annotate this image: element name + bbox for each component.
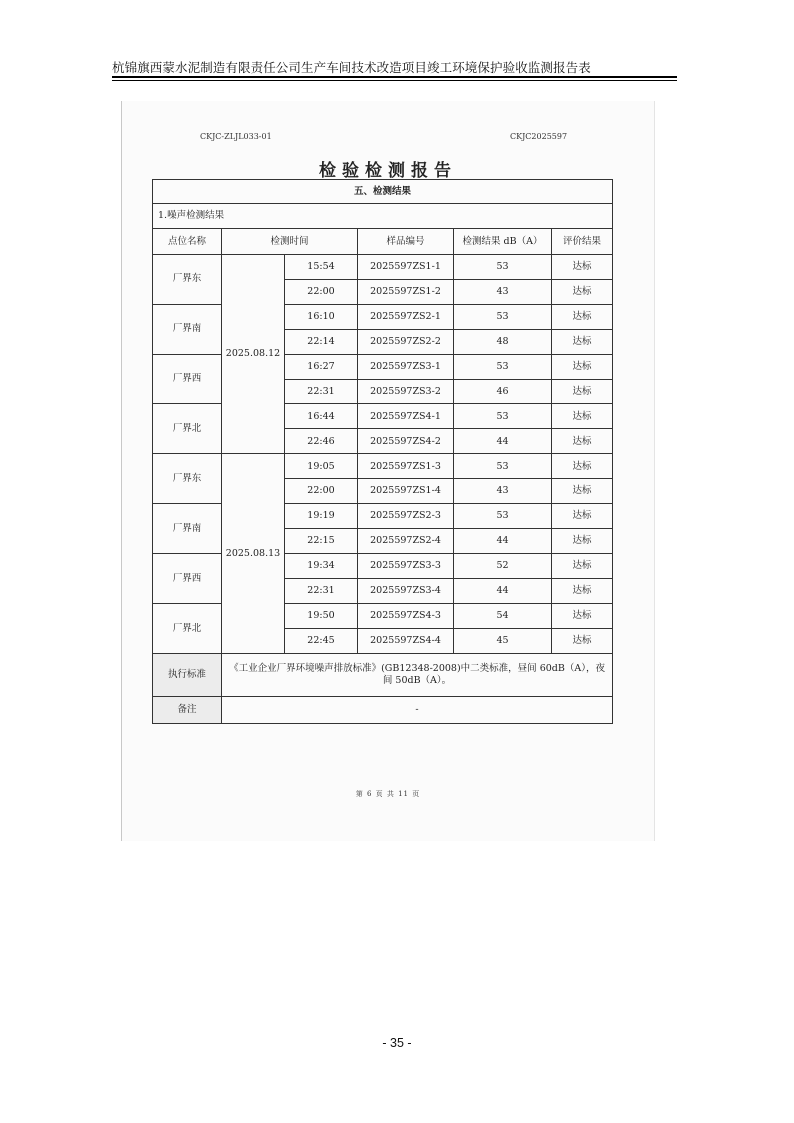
time-cell: 22:00 — [285, 279, 358, 304]
report-title: 检验检测报告 — [319, 161, 457, 181]
evaluation-cell: 达标 — [552, 304, 613, 329]
time-cell: 22:00 — [285, 479, 358, 504]
time-cell: 19:34 — [285, 554, 358, 579]
result-cell: 53 — [454, 254, 552, 279]
result-cell: 53 — [454, 504, 552, 529]
result-cell: 46 — [454, 379, 552, 404]
subsection-title: 1.噪声检测结果 — [153, 204, 613, 229]
evaluation-cell: 达标 — [552, 404, 613, 429]
sample-id-cell: 2025597ZS1-4 — [358, 479, 454, 504]
date-cell: 2025.08.12 — [222, 254, 285, 454]
header-rule-thin — [112, 80, 677, 81]
result-cell: 53 — [454, 404, 552, 429]
location-cell: 厂界西 — [153, 354, 222, 404]
column-header-location: 点位名称 — [153, 229, 222, 254]
time-cell: 19:19 — [285, 504, 358, 529]
location-cell: 厂界东 — [153, 254, 222, 304]
evaluation-cell: 达标 — [552, 579, 613, 604]
column-header-evaluation: 评价结果 — [552, 229, 613, 254]
remarks-label: 备注 — [153, 696, 222, 723]
evaluation-cell: 达标 — [552, 454, 613, 479]
evaluation-cell: 达标 — [552, 254, 613, 279]
time-cell: 22:46 — [285, 429, 358, 454]
header-rule-thick — [112, 76, 677, 78]
evaluation-cell: 达标 — [552, 604, 613, 629]
result-cell: 44 — [454, 579, 552, 604]
sample-id-cell: 2025597ZS4-4 — [358, 629, 454, 654]
section-row — [153, 180, 613, 204]
location-cell: 厂界西 — [153, 554, 222, 604]
evaluation-cell: 达标 — [552, 529, 613, 554]
time-cell: 22:14 — [285, 329, 358, 354]
standard-label: 执行标准 — [153, 654, 222, 696]
sample-id-cell: 2025597ZS3-2 — [358, 379, 454, 404]
location-cell: 厂界东 — [153, 454, 222, 504]
evaluation-cell: 达标 — [552, 429, 613, 454]
remarks-row — [153, 696, 613, 723]
result-cell: 53 — [454, 454, 552, 479]
evaluation-cell: 达标 — [552, 279, 613, 304]
result-cell: 44 — [454, 529, 552, 554]
document-header-title: 杭锦旗西蒙水泥制造有限责任公司生产车间技术改造项目竣工环境保护验收监测报告表 — [112, 60, 591, 75]
result-cell: 44 — [454, 429, 552, 454]
result-cell: 53 — [454, 354, 552, 379]
location-cell: 厂界北 — [153, 604, 222, 654]
sample-id-cell: 2025597ZS3-1 — [358, 354, 454, 379]
sample-id-cell: 2025597ZS4-1 — [358, 404, 454, 429]
evaluation-cell: 达标 — [552, 329, 613, 354]
time-cell: 16:10 — [285, 304, 358, 329]
section-title: 五、检测结果 — [153, 180, 613, 204]
report-number: CKJC2025597 — [510, 132, 568, 141]
evaluation-cell: 达标 — [552, 354, 613, 379]
sample-id-cell: 2025597ZS3-3 — [358, 554, 454, 579]
result-cell: 52 — [454, 554, 552, 579]
scanned-report-page — [121, 101, 655, 841]
result-cell: 54 — [454, 604, 552, 629]
result-cell: 53 — [454, 304, 552, 329]
page-number: - 35 - — [382, 1036, 412, 1050]
result-cell: 43 — [454, 279, 552, 304]
evaluation-cell: 达标 — [552, 379, 613, 404]
subsection-row — [153, 204, 613, 229]
sample-id-cell: 2025597ZS1-2 — [358, 279, 454, 304]
sample-id-cell: 2025597ZS2-4 — [358, 529, 454, 554]
column-header-result: 检测结果 dB（A） — [454, 229, 552, 254]
standard-row — [153, 654, 613, 696]
noise-results-table — [152, 179, 613, 724]
time-cell: 22:31 — [285, 379, 358, 404]
result-cell: 45 — [454, 629, 552, 654]
time-cell: 19:50 — [285, 604, 358, 629]
location-cell: 厂界南 — [153, 504, 222, 554]
time-cell: 16:44 — [285, 404, 358, 429]
date-cell: 2025.08.13 — [222, 454, 285, 654]
remarks-value: - — [222, 696, 613, 723]
location-cell: 厂界北 — [153, 404, 222, 454]
evaluation-cell: 达标 — [552, 504, 613, 529]
sample-id-cell: 2025597ZS3-4 — [358, 579, 454, 604]
form-code: CKJC-ZLJL033-01 — [200, 132, 272, 141]
column-header-sample: 样品编号 — [358, 229, 454, 254]
column-header-time: 检测时间 — [222, 229, 358, 254]
sample-id-cell: 2025597ZS2-3 — [358, 504, 454, 529]
time-cell: 22:31 — [285, 579, 358, 604]
time-cell: 16:27 — [285, 354, 358, 379]
sample-id-cell: 2025597ZS4-3 — [358, 604, 454, 629]
evaluation-cell: 达标 — [552, 554, 613, 579]
time-cell: 22:15 — [285, 529, 358, 554]
time-cell: 15:54 — [285, 254, 358, 279]
column-header-row — [153, 229, 613, 254]
evaluation-cell: 达标 — [552, 479, 613, 504]
sample-id-cell: 2025597ZS2-1 — [358, 304, 454, 329]
sample-id-cell: 2025597ZS2-2 — [358, 329, 454, 354]
table-row — [153, 454, 613, 479]
sample-id-cell: 2025597ZS1-3 — [358, 454, 454, 479]
result-cell: 48 — [454, 329, 552, 354]
sample-id-cell: 2025597ZS4-2 — [358, 429, 454, 454]
result-cell: 43 — [454, 479, 552, 504]
time-cell: 19:05 — [285, 454, 358, 479]
report-page-note: 第 6 页 共 11 页 — [355, 790, 421, 798]
time-cell: 22:45 — [285, 629, 358, 654]
location-cell: 厂界南 — [153, 304, 222, 354]
evaluation-cell: 达标 — [552, 629, 613, 654]
table-row — [153, 254, 613, 279]
standard-text: 《工业企业厂界环境噪声排放标准》(GB12348-2008)中二类标准，昼间 60dB（A），夜间 50dB（A）。 — [222, 654, 613, 696]
sample-id-cell: 2025597ZS1-1 — [358, 254, 454, 279]
